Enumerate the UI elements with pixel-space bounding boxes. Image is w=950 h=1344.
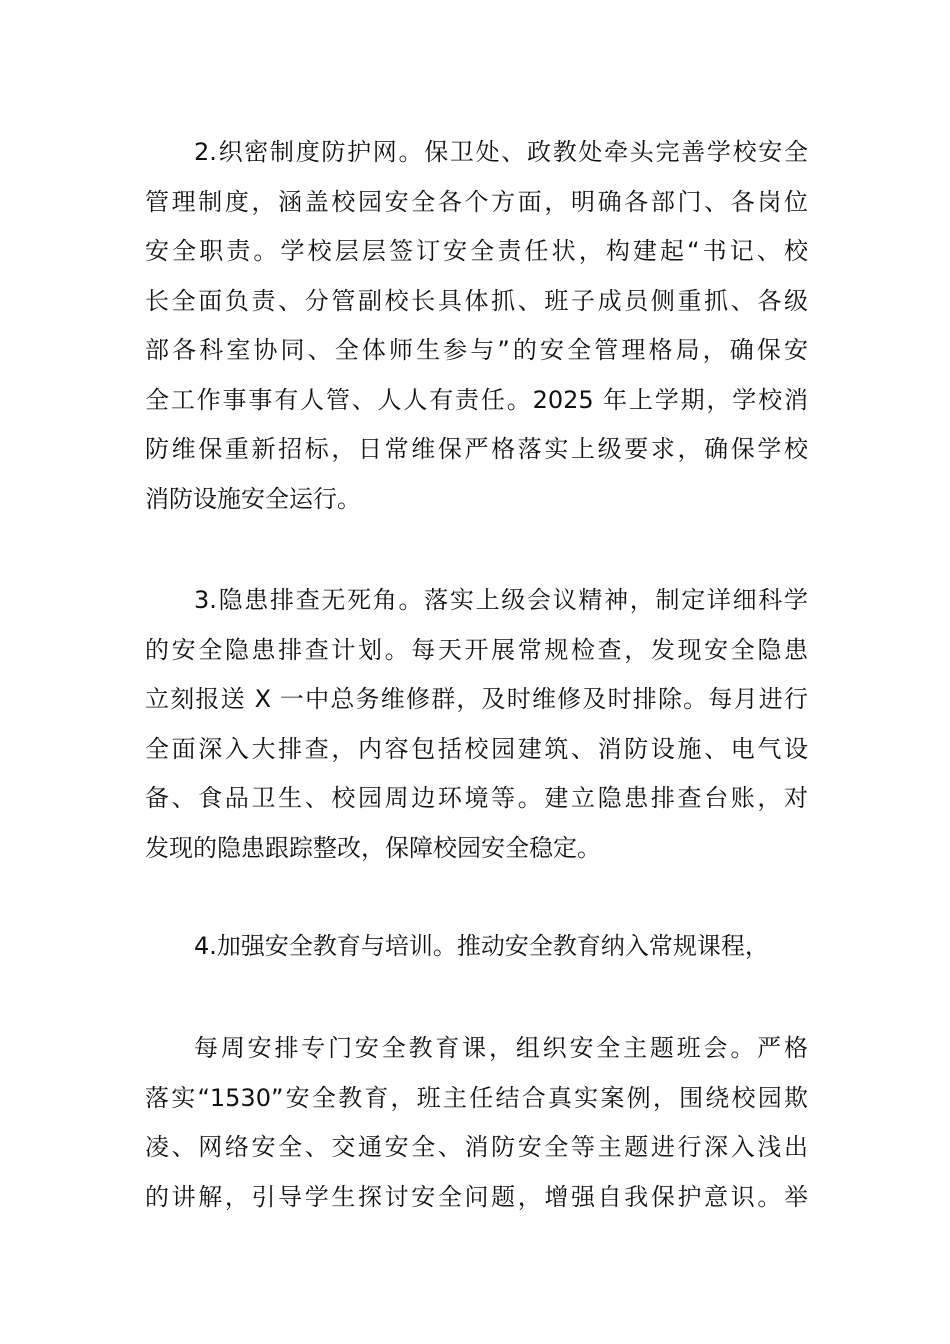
text-line: 3.隐患排查无死角。落实上级会议精神，制定详细科学 xyxy=(194,586,808,614)
text-line: 全面深入大排查，内容包括校园建筑、消防设施、电气设 xyxy=(145,734,808,763)
paragraph-safety-education-body xyxy=(145,1024,808,1222)
text-line: 安全职责。学校层层签订安全责任状，构建起“书记、校 xyxy=(145,237,808,265)
text-line: 落实“1530”安全教育，班主任结合真实案例，围绕校园欺 xyxy=(145,1083,808,1112)
text-line: 每周安排专门安全教育课，组织安全主题班会。严格 xyxy=(194,1034,808,1062)
text-line: 的安全隐患排查计划。每天开展常规检查，发现安全隐患 xyxy=(145,635,808,664)
text-line: 2.织密制度防护网。保卫处、政教处牵头完善学校安全 xyxy=(194,138,808,166)
paragraph-institution-safety-net xyxy=(145,128,808,524)
text-line: 凌、网络安全、交通安全、消防安全等主题进行深入浅出 xyxy=(145,1133,808,1161)
text-line: 长全面负责、分管副校长具体抓、班子成员侧重抓、各级 xyxy=(145,286,808,315)
text-line: 发现的隐患跟踪整改，保障校园安全稳定。 xyxy=(145,833,601,862)
text-line: 部各科室协同、全体师生参与”的安全管理格局，确保安 xyxy=(145,336,808,364)
text-line: 防维保重新招标，日常维保严格落实上级要求，确保学校 xyxy=(145,435,808,463)
text-line: 全工作事事有人管、人人有责任。2025 年上学期，学校消 xyxy=(145,385,808,414)
text-line: 消防设施安全运行。 xyxy=(145,484,361,513)
paragraph-hazard-inspection xyxy=(145,576,808,873)
text-line: 备、食品卫生、校园周边环境等。建立隐患排查台账，对 xyxy=(145,784,808,812)
text-line: 立刻报送 X 一中总务维修群，及时维修及时排除。每月进行 xyxy=(145,685,808,713)
text-line: 管理制度，涵盖校园安全各个方面，明确各部门、各岗位 xyxy=(145,187,808,216)
paragraph-safety-education-heading xyxy=(145,922,808,972)
text-line: 4.加强安全教育与培训。推动安全教育纳入常规课程， xyxy=(194,932,769,960)
text-line: 的讲解，引导学生探讨安全问题，增强自我保护意识。举 xyxy=(145,1182,808,1211)
